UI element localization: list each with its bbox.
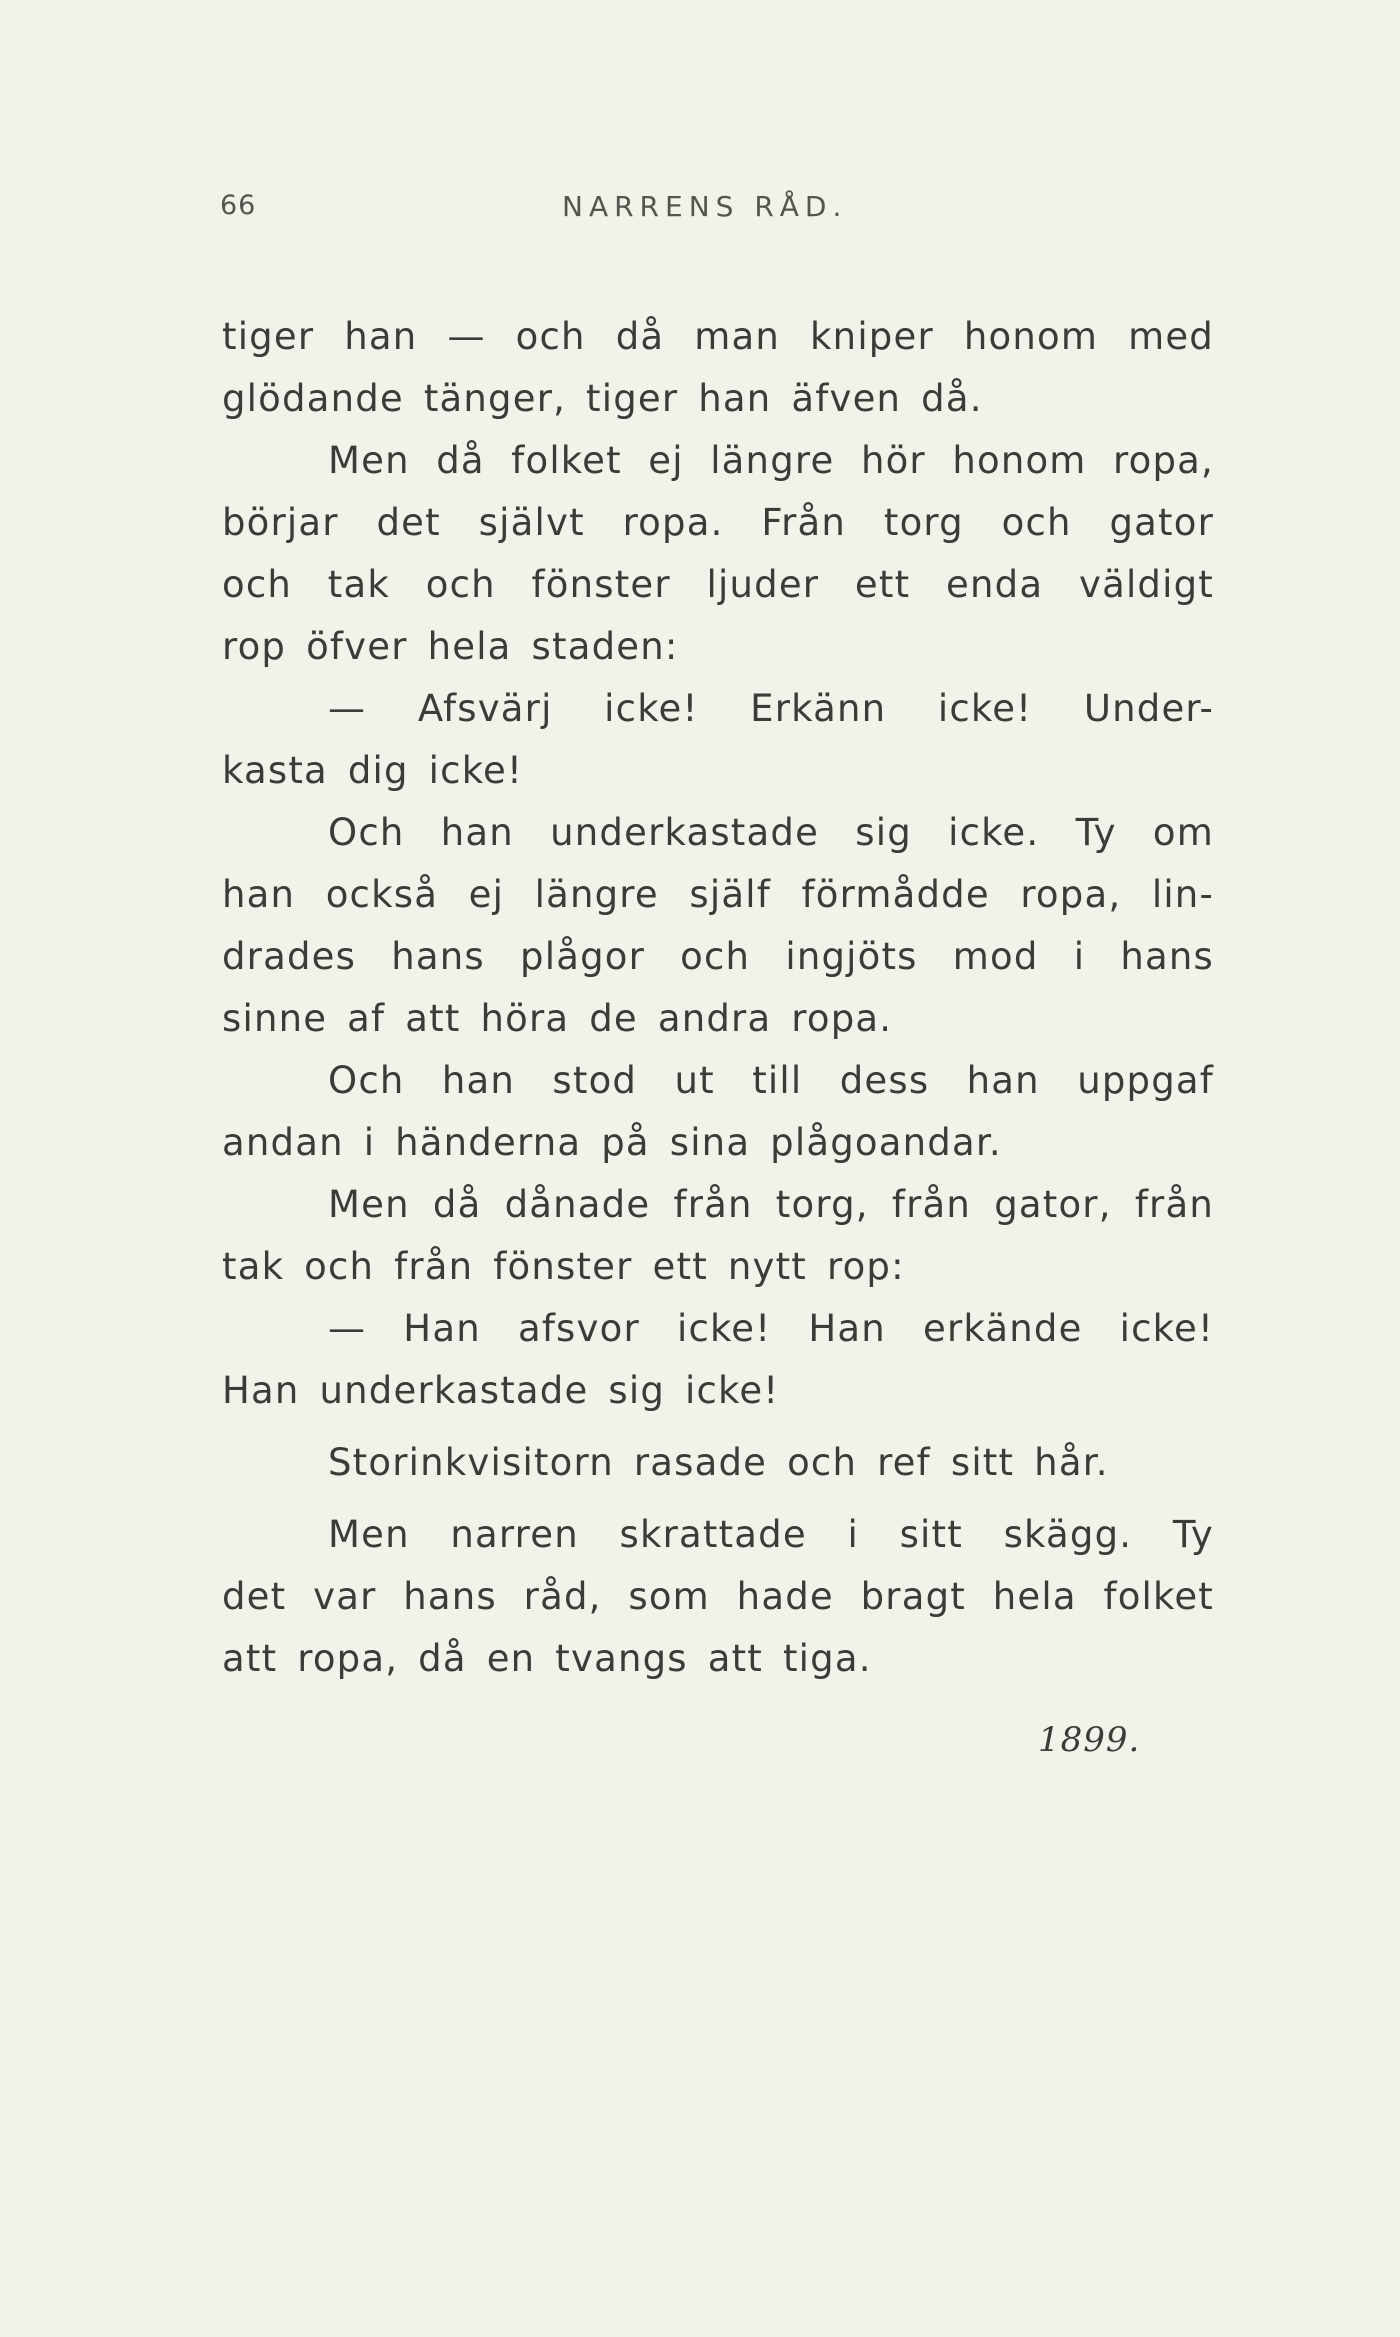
running-title: NARRENS RÅD. (562, 190, 848, 223)
text-line: Och han stod ut till dess han uppgaf (328, 1059, 1214, 1102)
text-line: rop öfver hela staden: (222, 625, 679, 668)
body-text (222, 306, 1214, 1690)
text-line: Men då dånade från torg, från gator, från (328, 1183, 1214, 1226)
text-line: tiger han — och då man kniper honom med (222, 315, 1214, 358)
text-line: tak och från fönster ett nytt rop: (222, 1245, 905, 1288)
text-line: glödande tänger, tiger han äfven då. (222, 377, 983, 420)
text-line: att ropa, då en tvangs att tiga. (222, 1637, 872, 1680)
text-line: drades hans plågor och ingjöts mod i hans (222, 935, 1214, 978)
text-line: Men narren skrattade i sitt skägg. Ty (328, 1513, 1214, 1556)
text-line: — Han afsvor icke! Han erkände icke! (328, 1307, 1214, 1350)
text-line: Men då folket ej längre hör honom ropa, (328, 439, 1214, 482)
text-line: Storinkvisitorn rasade och ref sitt hår. (328, 1441, 1109, 1484)
text-line: Han underkastade sig icke! (222, 1369, 780, 1412)
text-line: det var hans råd, som hade bragt hela folket (222, 1575, 1214, 1618)
text-line: Och han underkastade sig icke. Ty om (328, 811, 1214, 854)
text-line: — Afsvärj icke! Erkänn icke! Under- (328, 687, 1214, 730)
page-number: 66 (220, 190, 257, 221)
text-line: börjar det självt ropa. Från torg och gator (222, 501, 1214, 544)
text-line: andan i händerna på sina plågoandar. (222, 1121, 1002, 1164)
text-line: och tak och fönster ljuder ett enda väldigt (222, 563, 1214, 606)
text-line: kasta dig icke! (222, 749, 524, 792)
page-header (220, 190, 1220, 230)
text-line: sinne af att höra de andra ropa. (222, 997, 893, 1040)
text-line: han också ej längre själf förmådde ropa, lin- (222, 873, 1214, 916)
date: 1899. (1038, 1720, 1141, 1760)
